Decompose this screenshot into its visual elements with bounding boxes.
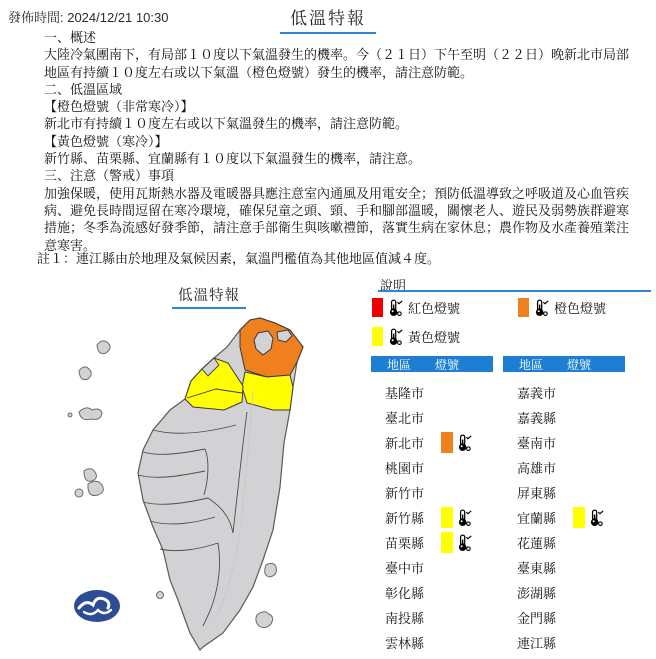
- cwa-logo: [74, 590, 120, 622]
- yellow-signal-badge: [573, 506, 605, 529]
- report-note: 註１：連江縣由於地理及氣候因素，氣溫門檻值為其他地區值減４度。: [37, 251, 441, 266]
- map-island-kinmen: [79, 408, 102, 420]
- column-header-signal: 燈號: [567, 357, 592, 372]
- table-row: [371, 405, 501, 430]
- table-row: [503, 430, 633, 455]
- legend-item: [518, 297, 646, 318]
- page-title: 低溫特報: [280, 4, 376, 34]
- yellow-signal-badge: [441, 531, 473, 554]
- column-header-signal: 燈號: [435, 357, 460, 372]
- region-name: 桃園市: [385, 461, 425, 476]
- map-island-orchid: [256, 612, 273, 628]
- region-name: 嘉義縣: [517, 411, 557, 426]
- yellow-signal-swatch: [372, 327, 383, 346]
- signal-swatch: [441, 507, 453, 528]
- column-header-region: 地區: [387, 357, 412, 372]
- legend-underline: [378, 290, 651, 292]
- red-signal-swatch: [372, 298, 383, 317]
- map-island-matsu-a: [97, 341, 110, 354]
- table-row: [371, 605, 501, 630]
- region-name: 澎湖縣: [517, 586, 557, 601]
- table-row: [503, 505, 633, 530]
- table-row: [371, 480, 501, 505]
- map-island-penghu-b: [88, 481, 103, 495]
- section-paragraph: 【黃色燈號（寒冷）】: [44, 133, 168, 149]
- region-name: 宜蘭縣: [517, 511, 557, 526]
- region-name: 新北市: [385, 436, 425, 451]
- section-paragraph: 新北市有持續１０度左右或以下氣溫發生的機率，請注意防範。: [44, 116, 409, 132]
- region-name: 連江縣: [517, 636, 557, 651]
- table-row: [371, 430, 501, 455]
- table-row: [371, 380, 501, 405]
- map-island-penghu-a: [84, 469, 96, 482]
- region-name: 新竹市: [385, 486, 425, 501]
- map-panel: [0, 281, 340, 659]
- yellow-signal-badge: [441, 506, 473, 529]
- map-island-kinmen-islet: [68, 413, 72, 417]
- table-row: [503, 455, 633, 480]
- map-island-matsu-b: [79, 367, 91, 380]
- thermometer-icon: [587, 509, 605, 527]
- table-row: [371, 580, 501, 605]
- region-table-right: [503, 380, 633, 655]
- region-name: 嘉義市: [517, 386, 557, 401]
- table-row: [371, 630, 501, 655]
- legend-item: [372, 326, 518, 347]
- table-row: [371, 530, 501, 555]
- region-name: 臺中市: [385, 561, 425, 576]
- table-row: [503, 555, 633, 580]
- report-body: [44, 29, 640, 254]
- thermometer-icon: [455, 509, 473, 527]
- map-island-green: [265, 563, 277, 577]
- table-row: [503, 480, 633, 505]
- section-paragraph: 大陸冷氣團南下，有局部１０度以下氣溫發生的機率。今（２１日）下午至明（２２日）晚新北市局部地區有持續１０度左右或以下氣溫（橙色燈號）發生的機率，請注意防範。: [44, 47, 630, 80]
- region-name: 彰化縣: [385, 586, 425, 601]
- region-name: 金門縣: [517, 611, 557, 626]
- region-name: 臺南市: [517, 436, 557, 451]
- table-row: [503, 580, 633, 605]
- section-heading: 二、低溫區域: [44, 81, 123, 97]
- table-row: [371, 555, 501, 580]
- table-header-right: [503, 356, 625, 372]
- orange-signal-badge: [441, 431, 473, 454]
- table-row: [371, 505, 501, 530]
- section-paragraph: 加強保暖，使用瓦斯熱水器及電暖器具應注意室內通風及用電安全；預防低溫導致之呼吸道及心血管疾病、避免長時間逗留在寒冷環境，確保兒童之頭、頸、手和腳部溫暖，關懷老人、遊民及弱勢族群避寒措施；冬季為流感好發季節，請注意手部衛生與咳嗽禮節，落實生病在家休息；農作物及水產養殖業注意寒害。: [44, 185, 630, 253]
- region-name: 雲林縣: [385, 636, 425, 651]
- table-row: [503, 380, 633, 405]
- legend-heading: 說明: [380, 278, 407, 293]
- legend: [372, 297, 646, 347]
- legend-label: 紅色燈號: [408, 301, 461, 316]
- signal-swatch: [573, 507, 585, 528]
- map-island-penghu-c: [75, 489, 83, 497]
- legend-item: [372, 297, 518, 318]
- thermometer-icon: [532, 299, 550, 317]
- map-island-xiaoliuqiu: [157, 592, 164, 599]
- region-name: 南投縣: [385, 611, 425, 626]
- region-name: 苗栗縣: [385, 536, 425, 551]
- thermometer-icon: [455, 434, 473, 452]
- region-name: 高雄市: [517, 461, 557, 476]
- region-name: 屏東縣: [517, 486, 557, 501]
- thermometer-icon: [386, 299, 404, 317]
- region-name: 新竹縣: [385, 511, 425, 526]
- section-paragraph: 【橙色燈號（非常寒冷）】: [44, 99, 194, 115]
- column-header-region: 地區: [519, 357, 544, 372]
- map-title: 低溫特報: [172, 284, 246, 309]
- region-name: 花蓮縣: [517, 536, 557, 551]
- thermometer-icon: [455, 534, 473, 552]
- region-name: 基隆市: [385, 386, 425, 401]
- section-paragraph: 新竹縣、苗栗縣、宜蘭縣有１０度以下氣溫發生的機率，請注意。: [44, 151, 422, 167]
- publish-time: 發佈時間: 2024/12/21 10:30: [8, 10, 169, 25]
- thermometer-icon: [386, 328, 404, 346]
- orange-signal-swatch: [518, 298, 529, 317]
- legend-label: 橙色燈號: [554, 301, 607, 316]
- taiwan-map: [0, 281, 340, 659]
- legend-label: 黃色燈號: [408, 330, 461, 345]
- signal-swatch: [441, 532, 453, 553]
- signal-swatch: [441, 432, 453, 453]
- region-table-left: [371, 380, 501, 655]
- table-row: [503, 405, 633, 430]
- table-row: [503, 530, 633, 555]
- region-name: 臺北市: [385, 411, 425, 426]
- table-header-left: [371, 356, 493, 372]
- section-heading: 三、注意（警戒）事項: [44, 168, 175, 184]
- section-heading: 一、概述: [44, 30, 97, 45]
- table-row: [371, 455, 501, 480]
- table-row: [503, 605, 633, 630]
- table-row: [503, 630, 633, 655]
- region-name: 臺東縣: [517, 561, 557, 576]
